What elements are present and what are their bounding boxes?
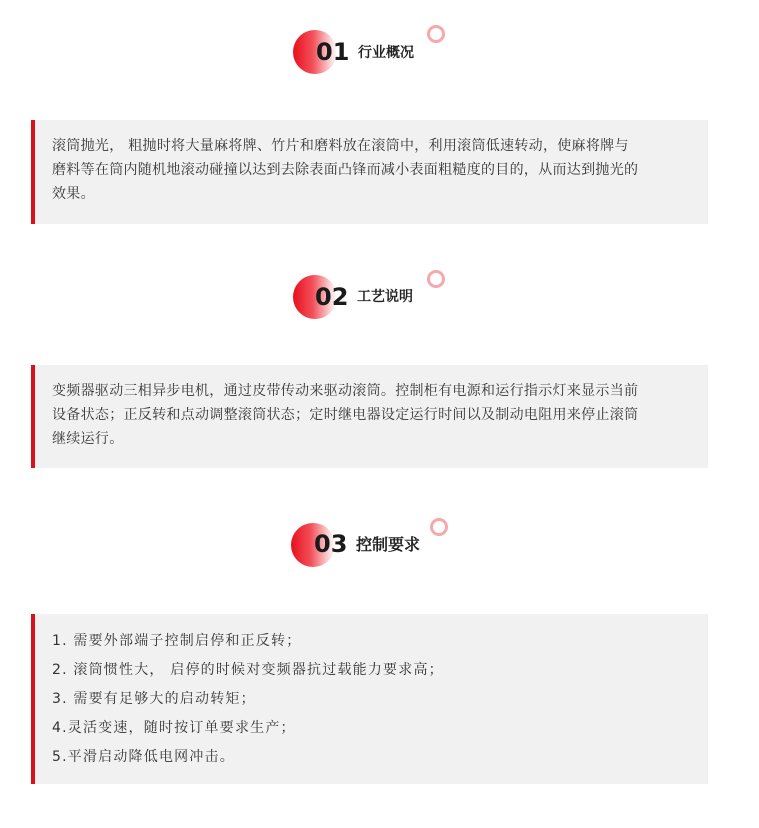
decorative-ring-icon — [427, 270, 445, 288]
paragraph-line: 变频器驱动三相异步电机，通过皮带传动来驱动滚筒。控制柜有电源和运行指示灯来显示当前 — [52, 383, 639, 399]
section-title: 控制要求 — [356, 535, 421, 554]
section-number: 02 — [315, 283, 349, 311]
section-heading-03 — [0, 514, 759, 584]
paragraph-line: 继续运行。 — [52, 431, 124, 447]
paragraph-line: 磨料等在筒内随机地滚动碰撞以达到去除表面凸锋而减小表面粗糙度的目的，从而达到抛光的 — [52, 162, 639, 178]
section-content-box-02 — [31, 365, 708, 468]
paragraph-line: 效果。 — [52, 186, 95, 202]
section-heading-02 — [0, 266, 759, 336]
list-item: 3. 需要有足够大的启动转矩； — [52, 691, 256, 707]
section-heading-01 — [0, 20, 759, 90]
list-item: 4.灵活变速，随时按订单要求生产； — [52, 720, 296, 736]
list-item: 1. 需要外部端子控制启停和正反转； — [52, 633, 302, 649]
section-number: 01 — [316, 38, 350, 66]
section-content-box-01 — [31, 120, 708, 224]
paragraph-line: 设备状态；正反转和点动调整滚筒状态；定时继电器设定运行时间以及制动电阻用来停止滚筒 — [52, 407, 639, 423]
decorative-ring-icon — [427, 25, 445, 43]
list-item: 2. 滚筒惯性大， 启停的时候对变频器抗过载能力要求高； — [52, 662, 444, 678]
section-title: 工艺说明 — [357, 289, 413, 305]
list-item: 5.平滑启动降低电网冲击。 — [52, 749, 235, 765]
section-title: 行业概况 — [358, 45, 414, 61]
decorative-ring-icon — [430, 518, 448, 536]
paragraph-line: 滚筒抛光， 粗抛时将大量麻将牌、竹片和磨料放在滚筒中，利用滚筒低速转动，使麻将牌与 — [52, 138, 629, 154]
section-number: 03 — [314, 530, 348, 558]
section-content-box-03 — [31, 614, 708, 784]
